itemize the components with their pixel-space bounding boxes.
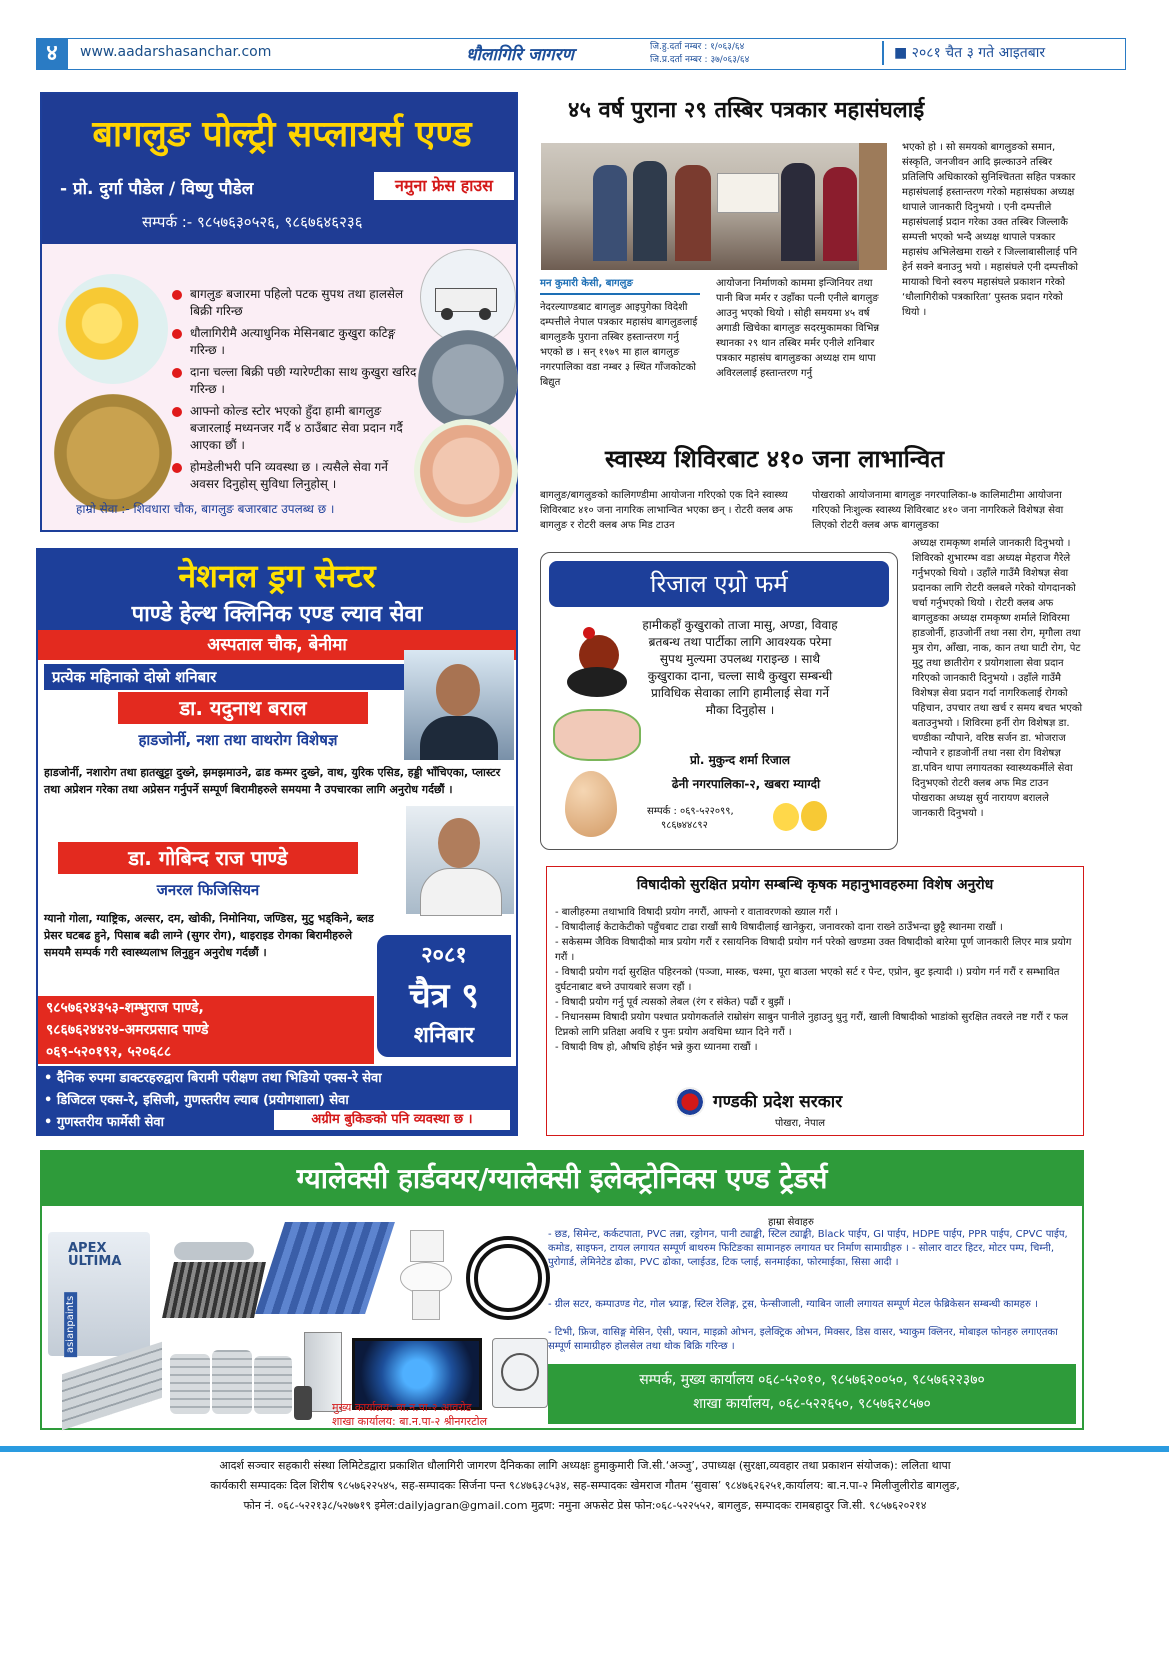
poultry-bullets (170, 286, 418, 498)
doctor2-description: ग्यानो गोला, ग्याष्ट्रिक, अल्सर, दम, खोकी, निमोनिया, जण्डिस, मुटु भड्किने, ब्लड प्रेसर घटबढ हुने, पिसाब बढी लाग्ने (सुगर रोग), थाइराइड रोगका बिरामीहरुले समयमै सम्पर्क गरी स्वास्थ्यलाभ लिनुहुन अनुरोध गर्दछौं । (44, 912, 374, 959)
imprint (40, 1456, 1130, 1516)
galaxy-service-2: - ग्रील सटर, कम्पाउण्ड गेट, गोल भ्र्याङ्ग, स्टिल रेलिङ्ग, ट्रस, फेन्सीजाली, ग्याबिन जाली लगायत सम्पूर्ण मेटल फेब्रिकेसन सम्बन्धी कामहरु । (548, 1299, 1038, 1310)
galaxy-service-3: - टिभी, फ्रिज, वासिङ्ग मेसिन, ऐसी, फ्यान, माइक्रो ओभन, इलेक्ट्रिक ओभन, मिक्सर, डिस वासर, भ्याकुम क्लिनर, मोबाइल फोनहरु लगाएतका सम्पूर्ण सामाग्रीहरु होलसेल तथा थोक बिक्रि गरिन्छ । (548, 1327, 1058, 1352)
paint-maker: asianpaints (64, 1292, 77, 1357)
ad-galaxy (40, 1150, 1084, 1430)
agro-description: हामीकहाँ कुखुराको ताजा मासु, अण्डा, विवाह ब्रतबन्ध तथा पार्टीका लागि आवश्यक परेमा सुपथ मुल्यमा उपलब्ध गराइन्छ । साथै कुखुराका दाना, चल्ला साथै कुखुरा सम्बन्धी प्राविधिक सेवाका लागि हामीलाई सेवा गर्ने मौका दिनुहोस । (642, 618, 838, 717)
article1-col3: भएको हो । सो समयको बागलुङको समान, संस्कृति, जनजीवन आदि झल्काउने तस्बिर प्रतिलिपि अधिकारको सुनिश्चितता सहित पत्रकार महासंघलाई हस्तान्तरण गरेको महासंघका अध्यक्ष थापाले जानकारी दिनुभयो । एनी दम्पत्तीले महासंघलाई प्रदान गरेका उक्त तस्बिर जिल्लाकै सम्पत्ती भएको भन्दै अध्यक्ष थापाले पत्रकार महासंघ अभिलेखमा राख्ने र जिल्लाबासीलाई पनि हेर्न सक्ने बनाउनु भयो । महासंघले एनी दम्पत्तीको मायाको चिनो स्वरुप महासंघले प्रकाशन गरेको ‘धौलागिरीको पत्रकारिता’ पुस्तक प्रदान गरेको थियो । (902, 142, 1078, 318)
paint-brand: APEX ULTIMA (68, 1241, 122, 1269)
drug-location: अस्पताल चौक, बेनीमा (207, 635, 347, 655)
meat-image (553, 709, 641, 761)
doctor1-specialty: हाडजोर्नी, नशा तथा वाथरोग विशेषज्ञ (138, 731, 338, 749)
drug-phone-2: ९८६७६२४४२४-अमरप्रसाद पाण्डे (46, 1022, 209, 1038)
drug-phone-1: ९८५७६२४३५३-शम्भुराज पाण्डे, (46, 1000, 204, 1016)
article1-headline: ४५ वर्ष पुराना २९ तस्बिर पत्रकार महासंघलाई (568, 98, 925, 123)
article2-col3: अध्यक्ष रामकृष्ण शर्माले जानकारी दिनुभयो । शिविरको शुभारम्भ वडा अध्यक्ष मेहराज गैरेले गर्नुभएको थियो । उहाँले गाउँमै विशेषज्ञ सेवा प्रदानका लागि रोटरी क्लबले गरेको योगदानको चर्चा गर्नुभएको थियो । रोटरी क्लब अफ बागलुङका अध्यक्ष रामकृष्ण शर्माले शिविरमा हाडजोर्नी, हाउजोर्नी तथा नसा रोग, मृगौला तथा मुत्र रोग, आँखा, नाक, कान तथा घाटी रोग, पेट मुटु तथा छातीरोग र प्रयोगशाला सेवा प्रदान गरिएको जानकारी दिनुभयो । उहाँले गाउँमै विशेषज्ञ सेवा प्रदान गर्दा नागरिकलाई रोगको पहिचान, उपचार तथा खर्च र समय बचत भएको बताउनुभयो । शिविरमा हर्नी रोग विशेषज्ञ डा. चण्डीका न्यौपाने, वरिष्ठ सर्जन डा. भोजराज न्यौपाने र हाडजोर्नी तथा नसा रोग विशेषज्ञ डा.पविन थापा लगायतका स्वास्थ्यकर्मीले सेवा दिनुभएको रोटरी क्लब अफ मिड टाउन पोखराका अध्यक्ष सुर्य नारायण बरालले जानकारी दिनुभयो । (912, 538, 1083, 819)
galaxy-contact-2: शाखा कार्यालय, ०६८-५२२६५०, ९८५७६२८५७० (693, 1396, 931, 1412)
doctor1-photo (404, 650, 514, 760)
notice-items (555, 905, 1075, 1055)
drug-service: • डिजिटल एक्स-रे, इसिजी, गुणस्तरीय ल्याब (प्रयोगशाला) सेवा (44, 1093, 349, 1108)
article2-col2: पोखराको आयोजनामा बागलुङ नगरपालिका-७ कालिमाटीमा आयोजना गरिएको निःशुल्क स्वास्थ्य शिविरबाट ४१० जना नागरिकले विशेषज्ञ सेवा लिएको रोटरी क्लब अफ बागलुङका (812, 490, 1064, 531)
doctor1-description: हाडजोर्नी, नशारोग तथा हातखुट्टा दुख्ने, झमझमाउने, ढाड कम्मर दुख्ने, वाथ, युरिक एसिड, हड्डी भाँचिएका, प्लास्टर तथा अप्रेशन गरेका तथा अप्रेसन गर्नुपर्ने सम्पूर्ण बिरामीहरुले समयमा नै उपचारका लागि अनुरोध गर्दछौं । (44, 766, 501, 796)
article2-col1: बागलुङ/बागलुङको कालिगण्डीमा आयोजना गरिएको एक दिने स्वास्थ्य शिविरबाट ४१० जना नागरिक लाभान्वित भएका छन् । रोटरी क्लब अफ बागलुङ र रोटरी क्लब अफ मिड टाउन (540, 490, 793, 531)
poultry-bullet: आफ्नो कोल्ड स्टोर भएको हुँदा हामी बागलुङ बजारलाई मध्यनजर गर्दै ४ ठाउँबाट सेवा प्रदान गर्दै आएका छौं । (170, 403, 418, 454)
rooster-image (561, 623, 639, 703)
galaxy-service-1: - छड, सिमेन्ट, कर्कटपाता, PVC तन्ना, रङ्रोगन, पानी ट्याङ्की, स्टिल ट्याङ्की, Black पाईप, GI पाईप, HDPE पाईप, PPR पाईप, CPVC पाईप, कमोड, साइफन, टायल लगायत सम्पूर्ण बाथरुम फिटिङका सामानहरु लगायत घर निर्माण सामाग्रीहरु । - सोलार वाटर हिटर, मोटर पम्प, चिम्नी, पुरोगार्ड, लेमिनेटेड ढोका, PVC ढोका, प्लाईउड, टिक प्लाई, सनमाईका, फोरमाईका, सिसा आदी । (548, 1229, 1068, 1268)
ad-poultry (40, 92, 518, 532)
poultry-tagline: नमुना फ्रेस हाउस (374, 172, 514, 200)
nepal-emblem-icon (675, 1087, 705, 1117)
imprint-line-3: फोन नं. ०६८-५२२१३८/५२७७१९ इमेल:dailyjagran@gmail.com मुद्रण: नमुना अफसेट प्रेस फोन:०६८-५२२५५२, बागलुङ, सम्पादकः रामबहादुर जि.सी. ९८५७६२०२१४ (243, 1499, 927, 1512)
pipe-coil-image (466, 1236, 550, 1320)
registration-info (650, 41, 749, 67)
chicks-image (58, 274, 168, 384)
imprint-line-1: आदर्श सञ्चार सहकारी संस्था लिमिटेडद्वारा प्रकाशित धौलागिरी जागरण दैनिकका लागि अध्यक्षः हुमाकुमारी जि.सी.‘अञ्जु’, उपाध्यक्ष (सुरक्षा,व्यवहार तथा प्रकाशन संयोजक): ललिता थापा (219, 1459, 951, 1472)
ad-drug-center (36, 548, 518, 1136)
imprint-line-2: कार्यकारी सम्पादकः दिल शिरीष ९८५७६२२५४५, सह-सम्पादकः सिर्जना पन्त ९८४७६३८५३४, सह-सम्पादकः खेमराज गौतम ‘सुवास’ ९८४७६२६२५१,कार्यालय: बा.न.पा-२ मिलीजुलीरोड बागलुङ, (210, 1479, 960, 1492)
galaxy-services-heading: हाम्रा सेवाहरु (768, 1217, 814, 1228)
agro-address: ढेनी नगरपालिका-२, खबरा म्याग्दी (671, 777, 821, 791)
article1-photo (541, 143, 887, 270)
camp-year: २०८१ (421, 943, 467, 968)
pesticide-notice (546, 866, 1084, 1136)
toilet-image (394, 1230, 454, 1320)
paint-bucket-image (48, 1232, 150, 1356)
chicken-meat-image (414, 419, 518, 523)
doctor2-name: डा. गोबिन्द राज पाण्डे (58, 842, 358, 874)
notice-item: - विषादी विष हो, औषधि होईन भन्ने कुरा ध्यानमा राखौं । (555, 1042, 758, 1053)
galaxy-office-main: मुख्य कार्यालय: बा.न.पा-२ आवरोड (332, 1401, 472, 1414)
doctor1-name: डा. यदुनाथ बराल (118, 692, 368, 724)
notice-item: - विषादी प्रयोग गर्दा सुरक्षित पहिरनको (पञ्जा, मास्क, चश्मा, पूरा बाउला भएको सर्ट र पेन्ट, एप्रोन, बुट इत्यादी ।) प्रयोग गर्न गरौं र सम्भावित दुर्घटनाबाट बच्ने उपायबारे सजग रहौं । (555, 967, 1060, 993)
masthead: धौलागिरि जागरण (466, 45, 574, 65)
article1-col1: नेदरल्याण्डबाट बागलुङ आइपुगेका विदेशी दम्पत्तीले नेपाल पत्रकार महासंघ बागलुङलाई बागलुङकै पुराना तस्बिर हस्तान्तरण गर्नु भएको छ । सन् १९७९ मा हाल बागलुङ नगरपालिका वडा नम्बर ३ स्थित गाँजकोटको बिद्युत (540, 302, 698, 388)
drug-banner: प्रत्येक महिनाको दोस्रो शनिबार (44, 664, 404, 690)
water-tanks-image (170, 1348, 292, 1424)
galaxy-office-branch: शाखा कार्यालय: बा.न.पा-२ श्रीनगरटोल (332, 1415, 488, 1428)
footer-rule (0, 1446, 1169, 1452)
notice-item: - बालीहरुमा तथाभावि विषादी प्रयोग नगरौं, आफ्नो र वातावरणको ख्याल गरौं । (555, 907, 839, 918)
drug-booking: अग्रीम बुकिङको पनि व्यवस्था छ । (274, 1110, 510, 1130)
agro-contact-1: सम्पर्क : ०६९-५२२०९९, (647, 806, 734, 817)
chicks-image (773, 797, 833, 837)
poultry-bullet: धौलागिरीमै अत्याधुनिक मेसिनबाट कुखुरा कटिङ्ग गरिन्छ । (170, 325, 418, 359)
reg-line-1: जि.हु.दर्ता नम्बर : १/०६३/६४ (650, 42, 745, 52)
article2-headline: स्वास्थ्य शिविरबाट ४१० जना लाभान्वित (605, 445, 945, 473)
notice-item: - विषादीलाई केटाकेटीको पहुँचबाट टाढा राखौं साथै विषादीलाई खानेकुरा, जनावरको दाना राख्ने ठाउँभन्दा छुट्टै स्थानमा राखौं । (555, 922, 1003, 933)
feed-image (54, 394, 172, 512)
page-number: ४ (36, 38, 68, 70)
galaxy-title: ग्यालेक्सी हार्डवयर/ग्यालेक्सी इलेक्ट्रोनिक्स एण्ड ट्रेडर्स (42, 1152, 1082, 1206)
notice-title: विषादीको सुरक्षित प्रयोग सम्बन्धि कृषक महानुभावहरुमा विशेष अनुरोध (636, 877, 994, 893)
camp-date-badge (374, 932, 514, 1060)
article1-col2: आयोजना निर्माणको काममा इन्जिनियर तथा पानी बिज मर्मर र उहाँका पत्नी एनीले बागलुङ आउनु भएको थियो । सोही समयमा ४५ वर्ष अगाडी खिचेका बागलुङ सदरमुकामका विभिन्न स्थानका २९ थान तस्बिर मर्मर एनीले शनिबार पत्रकार महासंघ बागलुङका अध्यक्ष राम थापा अविरललाई हस्तान्तरण गर्नु (716, 278, 880, 379)
galaxy-contact-1: सम्पर्क, मुख्य कार्यालय ०६८-५२०१०, ९८५७६२००५०, ९८५७६२२३७० (639, 1372, 985, 1388)
mixer-image (294, 1386, 312, 1420)
issue-date: ■ २०८१ चैत ३ गते आइतबार (882, 41, 1126, 65)
camp-weekday: शनिबार (413, 1023, 475, 1048)
article1-byline: मन कुमारी केसी, बागलुङ (540, 278, 633, 289)
poultry-footer: हाम्रो सेवा :- शिवधारा चौक, बागलुङ बजारबाट उपलब्ध छ । (76, 502, 335, 516)
roof-sheets-image (255, 1222, 395, 1314)
poultry-bullet: होमडेलीभरी पनि व्यवस्था छ । त्यसैले सेवा गर्ने अवसर दिनुहोस् सुविधा लिनुहोस् । (170, 459, 418, 493)
poultry-contact: सम्पर्क :- ९८५७६३०५२६, ९८६७६४६२३६ (142, 213, 363, 231)
drug-service: • दैनिक रुपमा डाक्टरहरुद्वारा बिरामी परीक्षण तथा भिडियो एक्स-रे सेवा (44, 1071, 382, 1086)
doctor2-specialty: जनरल फिजिसियन (156, 881, 260, 899)
website-link[interactable]: www.aadarshasanchar.com (80, 44, 272, 60)
notice-item: - विषादी प्रयोग गर्नु पूर्व त्यसको लेबल (रंग र संकेत) पढौं र बुझौं । (555, 997, 791, 1008)
poultry-bullet: दाना चल्ला बिक्री पछी ग्यारेण्टीका साथ कुखुरा खरिद गरिन्छ । (170, 364, 418, 398)
drug-title: नेशनल ड्रग सेन्टर (178, 557, 376, 595)
egg-image (565, 771, 617, 837)
notice-item: - सकेसम्म जैविक विषादीको मात्र प्रयोग गरौं र रसायनिक विषादी प्रयोग गर्न परेको खण्डमा उक्त विषादीको बारेमा पूर्ण जानकारी लिएर मात्र प्रयोग गरौं । (555, 937, 1072, 963)
camp-day: चैत्र ९ (409, 976, 479, 1016)
notice-org-place: पोखरा, नेपाल (775, 1118, 826, 1129)
agro-title: रिजाल एग्रो फर्म (549, 561, 889, 607)
byline-rule (540, 293, 700, 295)
poultry-proprietors: - प्रो. दुर्गा पौडेल / विष्णु पौडेल (60, 179, 254, 199)
fish-image (418, 330, 518, 430)
poultry-bullet: बागलुङ बजारमा पहिलो पटक सुपथ तथा हालसेल बिक्री गरिन्छ (170, 286, 418, 320)
drug-phone-3: ०६९-५२०१९२, ५२०६८८ (46, 1044, 172, 1060)
poultry-title: बागलुङ पोल्ट्री सप्लायर्स एण्ड (92, 114, 472, 155)
reg-line-2: जि.प्र.दर्ता नम्बर : ३७/०६३/६४ (650, 55, 750, 65)
agro-contact-2: ९८६७४४८९२ (661, 820, 708, 831)
agro-proprietor: प्रो. मुकुन्द शर्मा रिजाल (689, 753, 791, 767)
ad-agro (540, 552, 898, 850)
solar-heater-image (164, 1232, 264, 1324)
doctor2-photo (406, 806, 514, 914)
notice-org: गण्डकी प्रदेश सरकार (713, 1092, 843, 1112)
drug-subtitle: पाण्डे हेल्थ क्लिनिक एण्ड ल्याव सेवा (131, 602, 423, 627)
drug-service: • गुणस्तरीय फार्मेसी सेवा (44, 1115, 164, 1130)
notice-item: - निधानसम्म विषादी प्रयोग पश्चात प्रयोगकर्ताले राम्रोसंग साबुन पानीले नुहाउनु धुनु गरौं, खाली विषादीको भाडांको सुरक्षित तवरले नष्ट गरौं र फल टिप्नको लागि प्रतिक्षा अवधि र पुनः प्रयोग अवधिमा ध्यान दिने गरौं । (555, 1012, 1068, 1038)
washing-machine-image (492, 1338, 548, 1408)
